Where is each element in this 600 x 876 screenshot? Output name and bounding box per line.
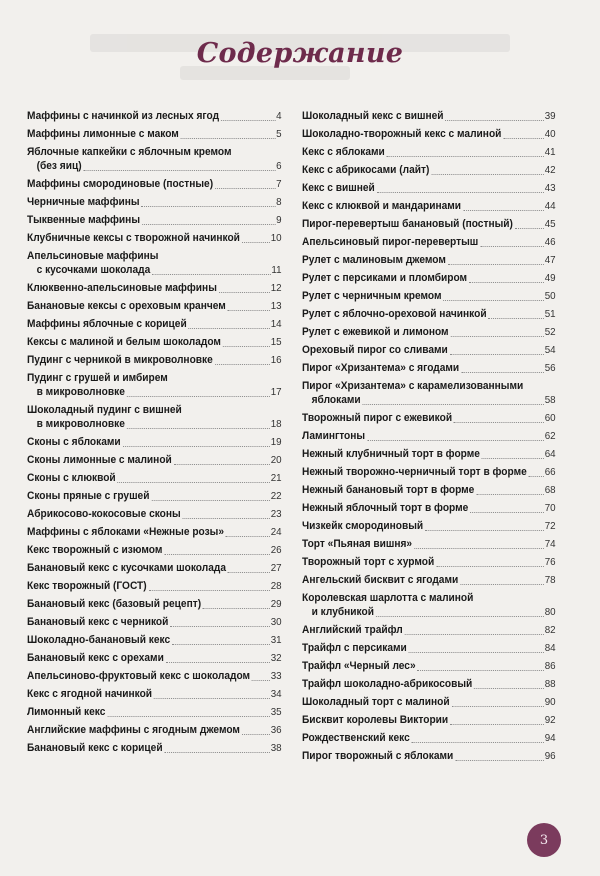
toc-entry-title: Королевская шарлотта с малиной	[302, 592, 474, 604]
toc-entry-page: 21	[270, 473, 282, 484]
toc-dot-leader	[454, 413, 544, 423]
toc-entry-title: Тыквенные маффины	[27, 214, 141, 226]
toc-entry	[302, 164, 556, 177]
toc-entry-title: Лимонный кекс	[27, 706, 106, 718]
toc-dot-leader	[123, 437, 270, 447]
toc-dot-leader	[418, 661, 544, 671]
toc-entry-title: Рулет с яблочно-ореховой начинкой	[302, 308, 487, 320]
toc-entry-page: 29	[270, 599, 282, 610]
toc-entry-title: Рулет с черничным кремом	[302, 290, 442, 302]
toc-entry-title: Кекс с вишней	[302, 182, 375, 194]
toc-dot-leader	[172, 635, 270, 645]
toc-dot-leader	[376, 607, 544, 617]
toc-entry-page: 50	[544, 291, 556, 302]
toc-entry-page: 35	[270, 707, 282, 718]
toc-entry-title: Кекс творожный с изюмом	[27, 544, 163, 556]
toc-entry-title: Маффины яблочные с корицей	[27, 318, 187, 330]
toc-entry	[27, 526, 282, 539]
toc-entry	[302, 660, 556, 673]
toc-column-right	[302, 110, 556, 768]
toc-entry	[27, 250, 282, 263]
toc-dot-leader	[164, 545, 269, 555]
toc-dot-leader	[450, 345, 544, 355]
toc-dot-leader	[529, 467, 544, 477]
toc-entry-title: Маффины с начинкой из лесных ягод	[27, 110, 220, 122]
toc-entry	[27, 336, 282, 349]
toc-entry-page: 42	[544, 165, 556, 176]
toc-dot-leader	[242, 233, 270, 243]
toc-entry-page: 60	[544, 413, 556, 424]
toc-dot-leader	[203, 599, 270, 609]
toc-dot-leader	[165, 743, 270, 753]
toc-entry-page: 66	[544, 467, 556, 478]
toc-entry-title: Рулет с малиновым джемом	[302, 254, 446, 266]
toc-entry	[302, 182, 556, 195]
toc-dot-leader	[460, 575, 544, 585]
toc-entry-title: и клубникой	[311, 606, 374, 618]
toc-dot-leader	[228, 301, 270, 311]
toc-dot-leader	[84, 161, 276, 171]
toc-entry-page: 32	[270, 653, 282, 664]
toc-entry-title: Английские маффины с ягодным джемом	[27, 724, 240, 736]
toc-entry	[302, 128, 556, 141]
toc-dot-leader	[141, 197, 275, 207]
toc-entry	[302, 308, 556, 321]
toc-entry	[27, 300, 282, 313]
toc-dot-leader	[515, 219, 544, 229]
toc-entry-page: 80	[544, 607, 556, 618]
toc-entry-title: Рулет с ежевикой и лимоном	[302, 326, 449, 338]
toc-dot-leader	[480, 237, 544, 247]
toc-entry-page: 88	[544, 679, 556, 690]
toc-dot-leader	[226, 527, 270, 537]
toc-entry-page: 40	[544, 129, 556, 140]
toc-entry-page: 54	[544, 345, 556, 356]
toc-entry	[302, 642, 556, 655]
toc-entry-title: яблоками	[311, 394, 361, 406]
toc-entry	[27, 670, 282, 683]
toc-entry	[302, 466, 556, 479]
toc-dot-leader	[474, 679, 544, 689]
toc-entry-title: Кексы с малиной и белым шоколадом	[27, 336, 221, 348]
toc-entry-title: Нежный клубничный торт в форме	[302, 448, 480, 460]
toc-entry	[302, 538, 556, 551]
toc-entry-title: Кекс творожный (ГОСТ)	[27, 580, 147, 592]
toc-entry-page: 7	[276, 179, 282, 190]
toc-entry-page: 33	[270, 671, 282, 682]
toc-dot-leader	[142, 215, 275, 225]
toc-entry-page: 14	[270, 319, 282, 330]
toc-dot-leader	[463, 201, 544, 211]
toc-dot-leader	[223, 337, 270, 347]
toc-dot-leader	[476, 485, 543, 495]
toc-entry-title: Клюквенно-апельсиновые маффины	[27, 282, 217, 294]
toc-entry-title: Абрикосово-кокосовые сконы	[27, 508, 181, 520]
toc-entry-title: (без яиц)	[36, 160, 82, 172]
toc-entry-page: 52	[544, 327, 556, 338]
toc-entry-page: 23	[270, 509, 282, 520]
toc-dot-leader	[409, 643, 544, 653]
toc-entry-title: Шоколадно-банановый кекс	[27, 634, 171, 646]
toc-entry-page: 62	[544, 431, 556, 442]
toc-entry-page: 5	[276, 129, 282, 140]
toc-dot-leader	[152, 265, 270, 275]
toc-dot-leader	[377, 183, 544, 193]
toc-entry	[27, 634, 282, 647]
toc-entry-page: 17	[270, 387, 282, 398]
toc-entry	[27, 232, 282, 245]
toc-entry-page: 10	[270, 233, 282, 244]
toc-entry	[302, 430, 556, 443]
toc-entry-title: Пудинг с черникой в микроволновке	[27, 354, 213, 366]
toc-entry-title: Пирог творожный с яблоками	[302, 750, 454, 762]
toc-dot-leader	[242, 725, 270, 735]
toc-dot-leader	[412, 733, 544, 743]
toc-entry	[27, 418, 282, 431]
toc-entry-page: 58	[544, 395, 556, 406]
toc-entry-title: Английский трайфл	[302, 624, 403, 636]
toc-entry-title: Банановый кекс с черникой	[27, 616, 169, 628]
toc-entry	[27, 146, 282, 159]
toc-entry-title: Нежный творожно-черничный торт в форме	[302, 466, 527, 478]
toc-entry-title: Шоколадно-творожный кекс с малиной	[302, 128, 502, 140]
toc-entry-page: 94	[544, 733, 556, 744]
toc-entry	[302, 624, 556, 637]
toc-entry	[27, 178, 282, 191]
toc-entry-title: в микроволновке	[36, 418, 125, 430]
toc-dot-leader	[151, 491, 269, 501]
toc-dot-leader	[445, 111, 543, 121]
toc-entry	[302, 412, 556, 425]
toc-entry-title: Клубничные кексы с творожной начинкой	[27, 232, 240, 244]
toc-entry-page: 11	[271, 265, 282, 276]
toc-entry-title: Банановый кекс с кусочками шоколада	[27, 562, 226, 574]
toc-entry-page: 43	[544, 183, 556, 194]
toc-entry-page: 64	[544, 449, 556, 460]
toc-dot-leader	[425, 521, 544, 531]
toc-dot-leader	[252, 671, 270, 681]
toc-dot-leader	[443, 291, 543, 301]
toc-entry	[27, 372, 282, 385]
toc-dot-leader	[414, 539, 544, 549]
toc-entry-title: с кусочками шоколада	[36, 264, 151, 276]
toc-entry	[27, 742, 282, 755]
toc-dot-leader	[215, 179, 275, 189]
toc-entry	[27, 472, 282, 485]
toc-entry	[302, 556, 556, 569]
toc-dot-leader	[221, 111, 275, 121]
toc-entry	[302, 678, 556, 691]
toc-entry-page: 86	[544, 661, 556, 672]
toc-entry	[27, 508, 282, 521]
toc-entry	[302, 574, 556, 587]
toc-entry	[302, 394, 556, 407]
toc-entry-title: Нежный банановый торт в форме	[302, 484, 475, 496]
toc-entry-title: Пирог «Хризантема» с карамелизованными	[302, 380, 524, 392]
toc-dot-leader	[451, 327, 544, 337]
toc-entry-title: Банановый кекс (базовый рецепт)	[27, 598, 202, 610]
toc-entry-page: 96	[544, 751, 556, 762]
toc-entry-title: Торт «Пьяная вишня»	[302, 538, 413, 550]
toc-entry	[302, 146, 556, 159]
toc-entry	[27, 214, 282, 227]
toc-dot-leader	[181, 129, 275, 139]
toc-entry-title: Шоколадный пудинг с вишней	[27, 404, 182, 416]
toc-entry	[302, 362, 556, 375]
toc-entry-page: 45	[544, 219, 556, 230]
toc-entry-page: 46	[544, 237, 556, 248]
toc-entry-title: Кекс с абрикосами (лайт)	[302, 164, 430, 176]
toc-entry-title: Кекс с клюквой и мандаринами	[302, 200, 462, 212]
toc-entry	[27, 562, 282, 575]
toc-dot-leader	[215, 355, 270, 365]
toc-entry-page: 20	[270, 455, 282, 466]
toc-entry-page: 38	[270, 743, 282, 754]
toc-entry	[27, 110, 282, 123]
toc-entry	[27, 706, 282, 719]
toc-entry-page: 56	[544, 363, 556, 374]
toc-entry	[27, 580, 282, 593]
toc-entry-page: 76	[544, 557, 556, 568]
toc-entry-page: 44	[544, 201, 556, 212]
toc-entry-title: Апельсиновые маффины	[27, 250, 159, 262]
toc-entry-title: Кекс с яблоками	[302, 146, 385, 158]
toc-entry-page: 8	[276, 197, 282, 208]
toc-entry	[27, 598, 282, 611]
toc-entry-title: Сконы пряные с грушей	[27, 490, 150, 502]
toc-entry-page: 22	[270, 491, 282, 502]
toc-dot-leader	[470, 503, 544, 513]
toc-entry-page: 34	[270, 689, 282, 700]
toc-entry-page: 41	[544, 147, 556, 158]
toc-dot-leader	[448, 255, 544, 265]
toc-dot-leader	[149, 581, 270, 591]
toc-dot-leader	[482, 449, 544, 459]
toc-entry	[302, 110, 556, 123]
toc-entry-page: 39	[544, 111, 556, 122]
toc-entry-title: Шоколадный кекс с вишней	[302, 110, 444, 122]
toc-dot-leader	[452, 697, 544, 707]
toc-entry-title: Сконы с клюквой	[27, 472, 116, 484]
toc-dot-leader	[183, 509, 270, 519]
toc-entry-title: Чизкейк смородиновый	[302, 520, 424, 532]
toc-entry	[302, 606, 556, 619]
toc-entry	[27, 404, 282, 417]
toc-entry-page: 36	[270, 725, 282, 736]
toc-entry-title: Ламингтоны	[302, 430, 366, 442]
toc-dot-leader	[436, 557, 544, 567]
toc-dot-leader	[166, 653, 270, 663]
toc-entry	[27, 386, 282, 399]
toc-dot-leader	[127, 387, 270, 397]
toc-entry-title: Трайфл «Черный лес»	[302, 660, 416, 672]
toc-entry-page: 78	[544, 575, 556, 586]
toc-entry-title: Творожный пирог с ежевикой	[302, 412, 453, 424]
toc-entry	[302, 732, 556, 745]
toc-entry	[302, 344, 556, 357]
toc-entry	[27, 544, 282, 557]
page-number-badge: 3	[527, 823, 561, 857]
toc-dot-leader	[363, 395, 544, 405]
toc-entry	[27, 454, 282, 467]
toc-entry-page: 90	[544, 697, 556, 708]
toc-entry	[27, 196, 282, 209]
toc-entry	[302, 714, 556, 727]
toc-entry	[302, 290, 556, 303]
toc-entry	[302, 592, 556, 605]
toc-dot-leader	[450, 715, 544, 725]
toc-entry-title: Бисквит королевы Виктории	[302, 714, 449, 726]
toc-entry	[27, 282, 282, 295]
toc-entry	[302, 484, 556, 497]
toc-entry-title: Трайфл с персиками	[302, 642, 407, 654]
toc-entry-title: Нежный яблочный торт в форме	[302, 502, 469, 514]
toc-entry-title: Маффины смородиновые (постные)	[27, 178, 214, 190]
toc-entry-page: 24	[270, 527, 282, 538]
toc-dot-leader	[469, 273, 544, 283]
page-title: Содержание	[196, 38, 404, 69]
toc-dot-leader	[189, 319, 270, 329]
toc-dot-leader	[405, 625, 544, 635]
toc-entry-page: 26	[270, 545, 282, 556]
toc-entry-title: в микроволновке	[36, 386, 125, 398]
toc-entry	[302, 254, 556, 267]
toc-entry	[27, 318, 282, 331]
toc-entry-page: 9	[276, 215, 282, 226]
toc-dot-leader	[387, 147, 544, 157]
toc-entry-page: 72	[544, 521, 556, 532]
toc-entry-title: Апельсиновый пирог-перевертыш	[302, 236, 479, 248]
toc-entry-title: Кекс с ягодной начинкой	[27, 688, 153, 700]
toc-entry-page: 4	[276, 111, 282, 122]
toc-entry-title: Рулет с персиками и пломбиром	[302, 272, 468, 284]
toc-entry	[302, 236, 556, 249]
toc-dot-leader	[228, 563, 270, 573]
toc-entry-title: Сконы лимонные с малиной	[27, 454, 172, 466]
toc-entry	[27, 724, 282, 737]
toc-entry-title: Ореховый пирог со сливами	[302, 344, 448, 356]
toc-entry-title: Банановый кекс с орехами	[27, 652, 164, 664]
toc-entry	[27, 436, 282, 449]
toc-entry	[27, 264, 282, 277]
toc-dot-leader	[154, 689, 270, 699]
toc-entry-page: 18	[270, 419, 282, 430]
toc-entry-title: Творожный торт с хурмой	[302, 556, 435, 568]
toc-entry	[302, 520, 556, 533]
toc-entry-page: 70	[544, 503, 556, 514]
toc-column-left	[27, 110, 282, 760]
toc-entry	[27, 688, 282, 701]
toc-dot-leader	[455, 751, 544, 761]
toc-entry	[302, 448, 556, 461]
toc-entry-page: 68	[544, 485, 556, 496]
toc-entry-page: 84	[544, 643, 556, 654]
toc-entry-page: 92	[544, 715, 556, 726]
toc-entry-title: Апельсиново-фруктовый кекс с шоколадом	[27, 670, 251, 682]
toc-entry-title: Шоколадный торт с малиной	[302, 696, 450, 708]
toc-dot-leader	[431, 165, 543, 175]
toc-entry-page: 51	[544, 309, 556, 320]
toc-dot-leader	[488, 309, 543, 319]
toc-entry-title: Маффины лимонные с маком	[27, 128, 179, 140]
toc-entry	[302, 200, 556, 213]
toc-entry-page: 47	[544, 255, 556, 266]
toc-dot-leader	[219, 283, 270, 293]
toc-dot-leader	[367, 431, 544, 441]
toc-dot-leader	[107, 707, 269, 717]
toc-entry	[27, 652, 282, 665]
toc-entry-page: 82	[544, 625, 556, 636]
toc-entry-page: 15	[270, 337, 282, 348]
toc-entry-title: Банановые кексы с ореховым кранчем	[27, 300, 226, 312]
toc-entry	[302, 326, 556, 339]
toc-entry-page: 49	[544, 273, 556, 284]
toc-entry	[302, 750, 556, 763]
toc-entry-page: 31	[270, 635, 282, 646]
toc-entry	[27, 160, 282, 173]
toc-dot-leader	[170, 617, 269, 627]
toc-entry	[302, 218, 556, 231]
toc-dot-leader	[461, 363, 544, 373]
toc-dot-leader	[127, 419, 270, 429]
toc-entry-page: 28	[270, 581, 282, 592]
toc-entry-page: 27	[270, 563, 282, 574]
toc-entry-title: Банановый кекс с корицей	[27, 742, 163, 754]
toc-entry-title: Сконы с яблоками	[27, 436, 121, 448]
toc-entry-title: Яблочные капкейки с яблочным кремом	[27, 146, 232, 158]
toc-entry-title: Пирог «Хризантема» с ягодами	[302, 362, 460, 374]
toc-entry-page: 16	[270, 355, 282, 366]
toc-dot-leader	[174, 455, 270, 465]
toc-entry-title: Рождественский кекс	[302, 732, 410, 744]
toc-dot-leader	[118, 473, 270, 483]
toc-entry-page: 74	[544, 539, 556, 550]
toc-entry	[302, 380, 556, 393]
toc-entry	[27, 128, 282, 141]
toc-entry-title: Трайфл шоколадно-абрикосовый	[302, 678, 473, 690]
toc-entry	[27, 354, 282, 367]
toc-entry	[302, 272, 556, 285]
toc-entry-page: 30	[270, 617, 282, 628]
toc-entry-title: Пудинг с грушей и имбирем	[27, 372, 168, 384]
toc-entry-title: Маффины с яблоками «Нежные розы»	[27, 526, 225, 538]
toc-entry-page: 13	[270, 301, 282, 312]
toc-dot-leader	[503, 129, 543, 139]
toc-entry-title: Черничные маффины	[27, 196, 140, 208]
toc-entry-title: Ангельский бисквит с ягодами	[302, 574, 459, 586]
toc-entry	[302, 696, 556, 709]
toc-entry-page: 6	[276, 161, 282, 172]
toc-entry	[27, 616, 282, 629]
toc-entry-title: Пирог-перевертыш банановый (постный)	[302, 218, 513, 230]
toc-entry-page: 12	[270, 283, 282, 294]
toc-entry-page: 19	[270, 437, 282, 448]
toc-entry	[27, 490, 282, 503]
toc-entry	[302, 502, 556, 515]
